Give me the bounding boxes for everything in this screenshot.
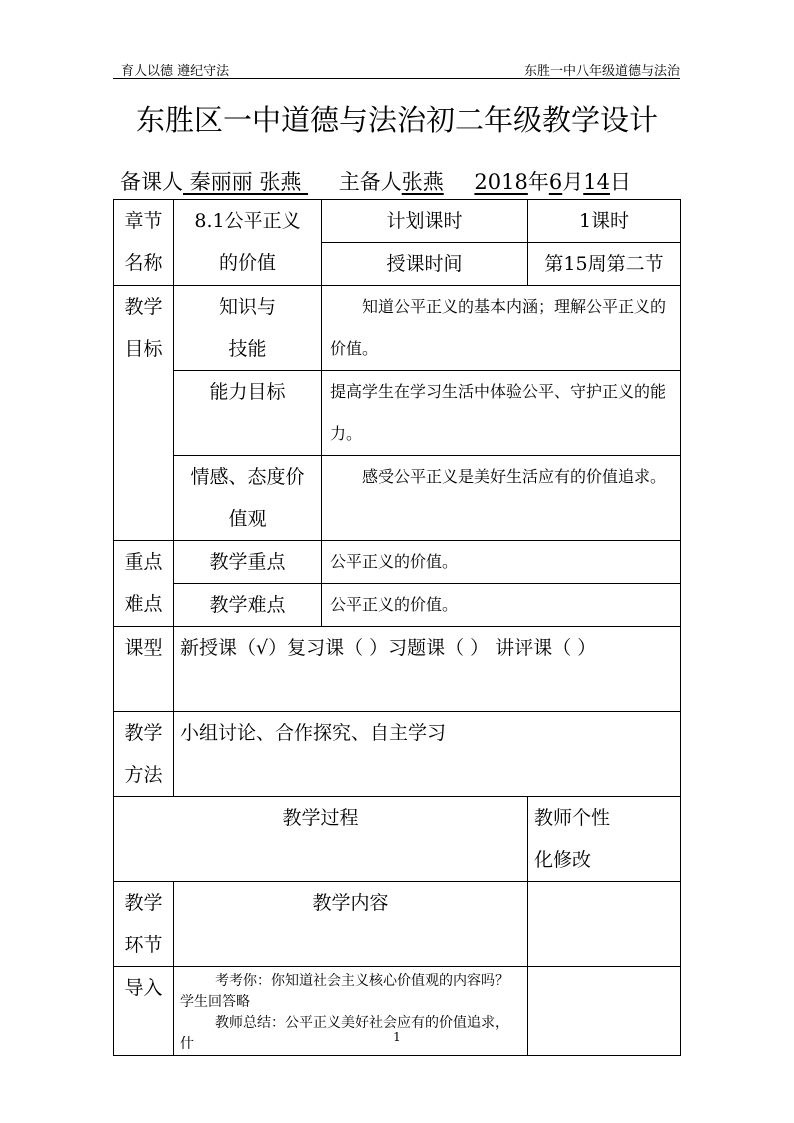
- header-motto: 育人以德 遵纪守法: [121, 64, 230, 79]
- main-preparer-label: 主备人: [338, 170, 402, 194]
- intro-line-2: 学生回答略: [180, 994, 250, 1010]
- page-number: 1: [393, 1030, 401, 1044]
- type-value: 新授课（√）复习课（ ）习题课（ ） 讲评课（ ）: [174, 627, 681, 712]
- key-point-value: 公平正义的价值。: [322, 541, 681, 584]
- page-header: [113, 60, 680, 78]
- process-label: 教学过程: [114, 797, 528, 882]
- teach-time-label: 授课时间: [322, 243, 528, 286]
- goal-attitude-label: 情感、态度价 值观: [174, 456, 322, 541]
- stage-label: 教学 环节: [114, 882, 174, 967]
- lesson-plan-table: [113, 199, 681, 1056]
- plan-hours-label: 计划课时: [322, 200, 528, 243]
- chapter-name: 8.1公平正义 的价值: [174, 200, 322, 286]
- plan-hours-value: 1课时: [528, 200, 681, 243]
- preparer-names: 秦丽丽 张燕: [183, 170, 309, 194]
- goal-ability-text: 提高学生在学习生活中体验公平、守护正义的能力。: [322, 371, 681, 456]
- personal-empty-cell: [528, 882, 681, 967]
- method-label: 教学 方法: [114, 712, 174, 797]
- goal-knowledge-label: 知识与 技能: [174, 286, 322, 371]
- personal-label: 教师个性 化修改: [528, 797, 681, 882]
- date-month: 6: [548, 170, 563, 194]
- difficulty-value: 公平正义的价值。: [322, 584, 681, 627]
- content-label: 教学内容: [174, 882, 528, 967]
- preparer-label: 备课人: [120, 170, 183, 194]
- method-value: 小组讨论、合作探究、自主学习: [174, 712, 681, 797]
- header-school: 东胜一中八年级道德与法治: [523, 64, 680, 79]
- header-rule: [113, 78, 680, 79]
- goal-attitude-text: 感受公平正义是美好生活应有的价值追求。: [322, 456, 681, 541]
- preparer-line: [120, 166, 631, 196]
- goal-ability-label: 能力目标: [174, 371, 322, 456]
- date-month-unit: 月: [562, 170, 584, 194]
- chapter-label: 章节 名称: [114, 200, 174, 286]
- intro-label: 导入: [114, 967, 174, 1056]
- date-year-unit: 年: [527, 170, 549, 194]
- date-day: 14: [583, 170, 610, 194]
- difficulty-label: 教学难点: [174, 584, 322, 627]
- intro-line-1: 考考你：你知道社会主义核心价值观的内容吗？: [215, 973, 509, 989]
- intro-line-3: 教师总结：公平正义美好社会应有的价值追求，什: [180, 1015, 509, 1052]
- date-day-unit: 日: [609, 170, 631, 194]
- key-label: 重点 难点: [114, 541, 174, 627]
- goal-knowledge-text: 知道公平正义的基本内涵；理解公平正义的价值。: [322, 286, 681, 371]
- goal-label: 教学 目标: [114, 286, 174, 541]
- type-label: 课型: [114, 627, 174, 712]
- date-year: 2018: [474, 170, 528, 194]
- key-point-label: 教学重点: [174, 541, 322, 584]
- main-preparer-name: 张燕: [401, 170, 444, 194]
- page-title: 东胜区一中道德与法治初二年级教学设计: [135, 103, 658, 137]
- teach-time-value: 第15周第二节: [528, 243, 681, 286]
